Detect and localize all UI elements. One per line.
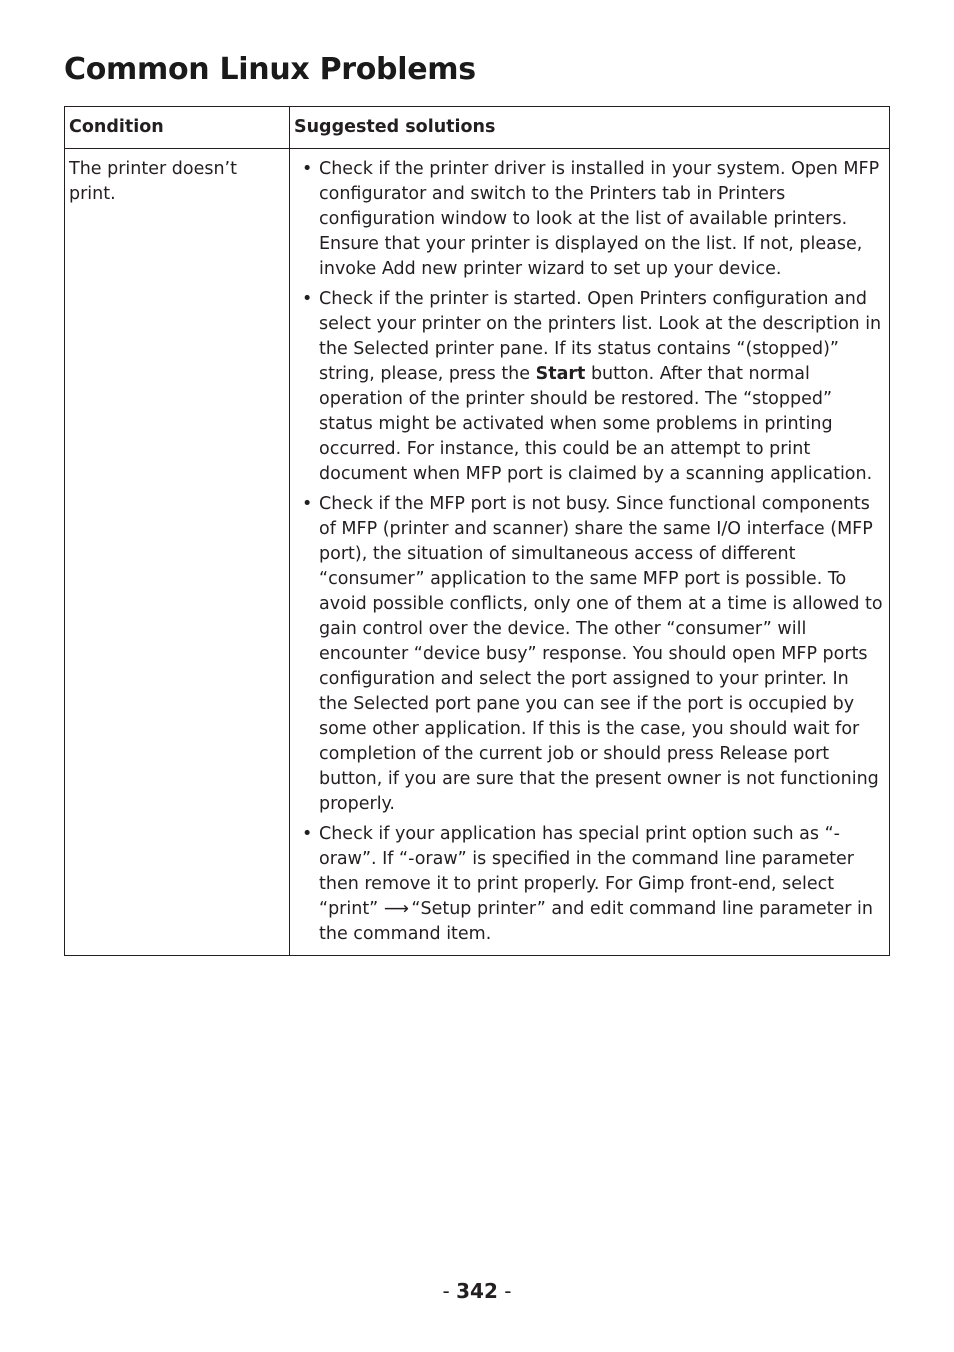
page-number xyxy=(0,1279,954,1303)
list-item xyxy=(300,287,883,487)
condition-cell: The printer doesn’t print. xyxy=(65,149,290,956)
bullet-icon: • xyxy=(302,289,313,309)
solutions-cell xyxy=(290,149,890,956)
list-item xyxy=(300,492,883,817)
page-title: Common Linux Problems xyxy=(64,52,476,87)
arrow-right-icon: ⟶ xyxy=(383,899,409,919)
table-header-row xyxy=(65,107,890,149)
header-condition: Condition xyxy=(65,107,290,149)
solution-text: Check if the MFP port is not busy. Since functional components of MFP (printer and scanner) share the same I/O interface (MFP port), the situation of simultaneous access of different “consumer” application to the same MFP port is possible. To avoid possible conflicts, only one of them at a time is allowed to gain control over the device. The other “consumer” will encounter “device busy” response. You should open MFP ports configuration and select the port assigned to your printer. In the Selected port pane you can see if the port is occupied by some other application. If this is the case, you should wait for completion of the current job or should press Release port button, if you are sure that the present owner is not functioning properly. xyxy=(319,494,883,814)
table-row xyxy=(65,149,890,956)
solution-text: Check if the printer driver is installed in your system. Open MFP configurator and switch to the Printers tab in Printers configuration window to look at the list of available printers. Ensure that your printer is displayed on the list. If not, please, invoke Add new printer wizard to set up your device. xyxy=(319,159,880,279)
page-number-prefix: - xyxy=(442,1279,457,1303)
bullet-icon: • xyxy=(302,494,313,514)
page-number-suffix: - xyxy=(497,1279,512,1303)
list-item xyxy=(300,157,883,282)
list-item xyxy=(300,822,883,947)
solution-text: Check if the printer is started. Open Printers configuration and select your printer on the printers list. Look at the description in the Selected printer pane. If its status contains “(stopped)” string, please, press the xyxy=(319,289,882,384)
solutions-list xyxy=(300,157,883,947)
solution-text: Check if your application has special print option such as “-oraw”. If “-oraw” is specified in the command line parameter then remove it to print properly. For Gimp front-end, select “print” xyxy=(319,824,855,919)
bullet-icon: • xyxy=(302,824,313,844)
problems-table xyxy=(64,106,890,956)
header-suggested-solutions: Suggested solutions xyxy=(290,107,890,149)
solution-text: button. After that normal operation of the printer should be restored. The “stopped” status might be activated when some problems in printing occurred. For instance, this could be an attempt to print document when MFP port is claimed by a scanning application. xyxy=(319,364,873,484)
bullet-icon: • xyxy=(302,159,313,179)
start-button-label: Start xyxy=(535,364,586,384)
page-number-value: 342 xyxy=(456,1279,498,1303)
solution-text: “Setup printer” and edit command line parameter in the command item. xyxy=(319,899,874,944)
